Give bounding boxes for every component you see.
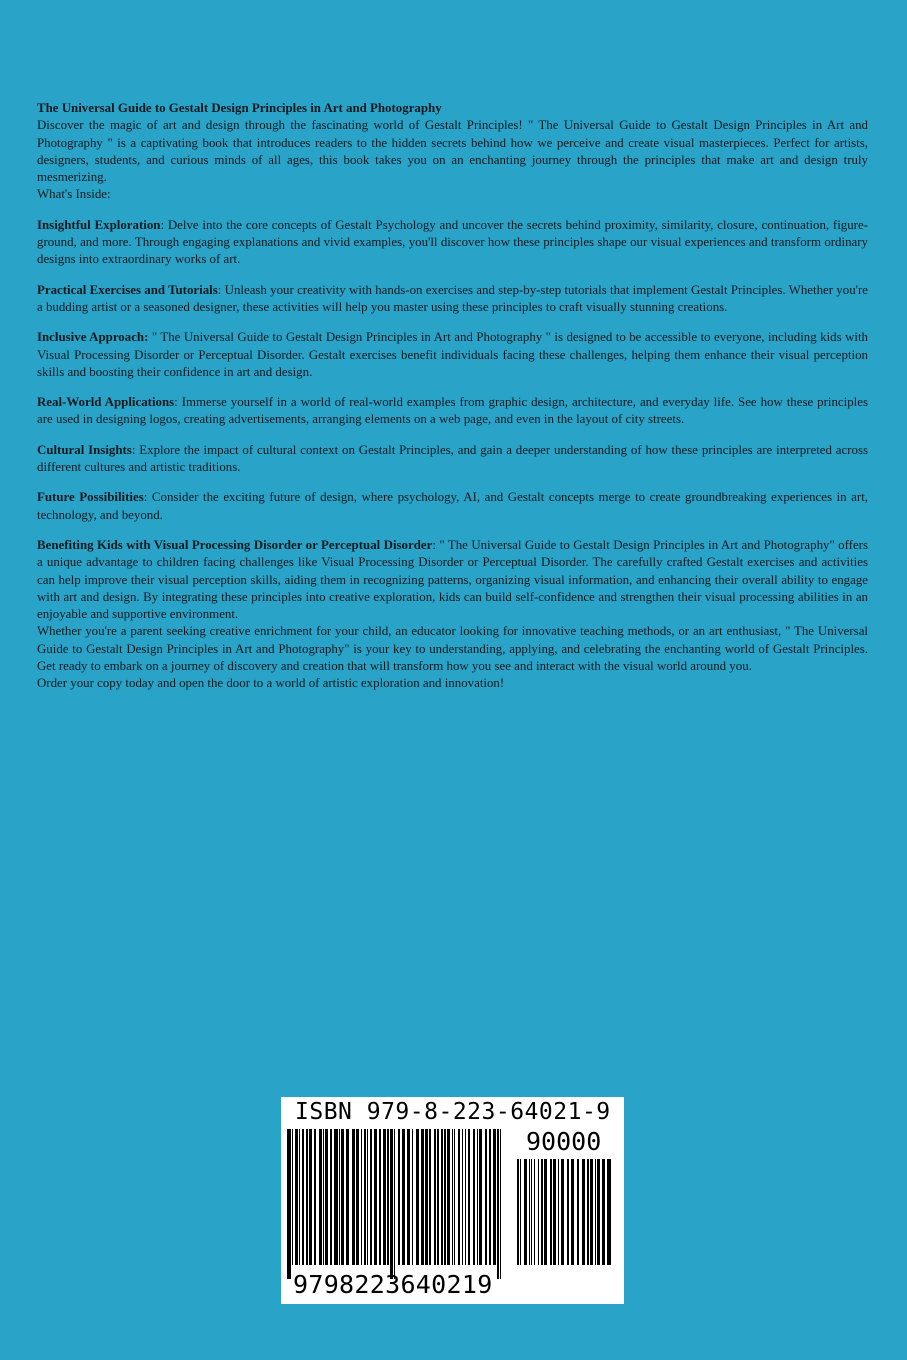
barcode-bar <box>412 1129 413 1265</box>
barcode-bar <box>567 1159 569 1265</box>
barcode-bar <box>421 1129 424 1265</box>
barcode-bar <box>571 1159 574 1265</box>
barcode-bar <box>561 1159 564 1265</box>
barcode-bar <box>364 1129 366 1265</box>
barcode-bar <box>437 1129 439 1265</box>
barcode-bar <box>468 1129 470 1265</box>
barcode-bar <box>500 1129 501 1279</box>
back-cover-text <box>37 100 868 693</box>
barcode-bar <box>299 1129 300 1265</box>
barcode-bar <box>489 1129 491 1265</box>
barcode-bar <box>379 1129 381 1265</box>
barcode-bar <box>334 1129 338 1265</box>
barcode-bar <box>319 1129 322 1265</box>
barcode-bar <box>387 1129 389 1265</box>
section-inclusive-approach: Inclusive Approach: " The Universal Guide to Gestalt Design Principles in Art and Photography " is designed to be accessible to everyone, including kids with Visual Processing Disorder or Perceptual Disorder. Gestalt exercises benefit individuals facing these challenges, helping them enhance their visual perception skills and boosting their confidence in art and design. <box>37 330 868 379</box>
barcode-bar <box>402 1129 405 1265</box>
barcode-bar <box>394 1129 395 1279</box>
barcode-bar <box>531 1159 532 1265</box>
barcode-bar <box>544 1159 547 1265</box>
barcode-bar <box>607 1159 611 1265</box>
barcode-bar <box>590 1159 593 1265</box>
section-insightful-exploration: Insightful Exploration: Delve into the core concepts of Gestalt Psychology and uncover the secrets behind proximity, similarity, closure, continuation, figure-ground, and more. Through engaging explanations and vivid examples, you'll discover how these principles shape our visual experiences and transform ordinary designs into extraordinary works of art. <box>37 217 868 267</box>
barcode-bar <box>314 1129 316 1265</box>
section-benefiting-kids: Benefiting Kids with Visual Processing Disorder or Perceptual Disorder: " The Universal Guide to Gestalt Design Principles in Art and Photography" offers a unique advantage to children facing challenges like Visual Processing Disorder or Perceptual Disorder. The carefully crafted Gestalt exercises and activities can help improve their visual perception skills, aiding them in recognizing patterns, organizing visual information, and enhancing their overall ability to engage with art and design. By integrating these principles into creative exploration, kids can build self-confidence and strengthen their visual processing abilities in an enjoyable and supportive environment. <box>37 537 868 622</box>
barcode-bar <box>306 1129 308 1265</box>
barcode-bar <box>479 1129 482 1265</box>
barcode-bar <box>597 1159 600 1265</box>
barcode-bar <box>346 1129 349 1265</box>
barcode-bar <box>323 1129 324 1265</box>
barcode-bar <box>383 1129 386 1265</box>
barcode-bar <box>465 1129 466 1265</box>
barcode-bar <box>330 1129 332 1265</box>
barcode-bar <box>558 1159 559 1265</box>
ean-barcode-bars <box>287 1129 507 1279</box>
section-practical-exercises: Practical Exercises and Tutorials: Unleash your creativity with hands-on exercises and step-by-step tutorials that implement Gestalt Principles. Whether you're a budding artist or a seasoned designer, these activities will help you master using these principles to craft visually stunning creations. <box>37 282 868 314</box>
book-title: The Universal Guide to Gestalt Design Principles in Art and Photography <box>37 101 442 115</box>
barcode-bar <box>529 1159 530 1265</box>
addon-barcode-bars <box>517 1159 615 1279</box>
barcode-bar <box>441 1129 443 1265</box>
barcode-bar <box>553 1159 556 1265</box>
price-addon: 90000 <box>526 1127 602 1156</box>
barcode-bar <box>341 1129 344 1265</box>
section-real-world-applications: Real-World Applications: Immerse yourself in a world of real-world examples from graphic design, architecture, and everyday life. See how these principles are used in designing logos, creating advertisements, arranging elements on a web page, and even in the layout of city streets. <box>37 395 868 427</box>
section-cultural-insights: Cultural Insights: Explore the impact of cultural context on Gestalt Principles, and gain a deeper understanding of how these principles are interpreted across different cultures and artistic traditions. <box>37 442 868 475</box>
barcode-bar <box>374 1129 377 1265</box>
isbn-number: ISBN 979-8-223-64021-9 <box>295 1099 611 1125</box>
barcode-bar <box>538 1159 539 1265</box>
barcode-bar <box>602 1159 605 1265</box>
barcode-bar <box>577 1159 579 1265</box>
barcode-bar <box>339 1129 340 1265</box>
closing-paragraph: Whether you're a parent seeking creative enrichment for your child, an educator looking for innovative teaching methods, or an art enthusiast, " The Universal Guide to Gestalt Design Principles in Art and Photography" is your key to understanding, applying, and celebrating the enchanting world of Gestalt Principles. Get ready to embark on a journey of discovery and creation that will transform how you see and interact with the visual world around you. <box>37 624 868 674</box>
barcode-bar <box>582 1159 585 1265</box>
barcode-bar <box>390 1129 393 1279</box>
barcode-bar <box>473 1129 475 1265</box>
barcode-bar <box>458 1129 460 1265</box>
barcode-bar <box>302 1129 304 1265</box>
barcode-bar <box>370 1129 372 1265</box>
barcode-bar <box>416 1129 419 1265</box>
barcode-bar <box>352 1129 355 1265</box>
barcode-digits: 9798223640219 <box>293 1270 493 1299</box>
call-to-action: Order your copy today and open the door to a world of artistic exploration and innovation! <box>37 676 505 691</box>
barcode-bar <box>407 1129 410 1265</box>
isbn-barcode <box>281 1097 624 1304</box>
barcode-bar <box>292 1129 293 1265</box>
barcode-bar <box>534 1159 535 1265</box>
barcode-bar <box>454 1129 455 1265</box>
barcode-bar <box>434 1129 436 1265</box>
barcode-bar <box>295 1129 298 1265</box>
section-future-possibilities: Future Possibilities: Consider the exciting future of design, where psychology, AI, and Gestalt concepts merge to create groundbreaking experiences in art, technology, and beyond. <box>37 490 868 522</box>
barcode-bar <box>595 1159 596 1265</box>
barcode-bar <box>497 1129 499 1279</box>
barcode-bar <box>361 1129 362 1265</box>
barcode-bar <box>462 1129 463 1265</box>
whats-inside-label: What's Inside: <box>37 187 111 202</box>
barcode-bar <box>287 1129 291 1279</box>
barcode-bar <box>356 1129 359 1265</box>
barcode-bar <box>444 1129 446 1265</box>
barcode-bar <box>520 1159 521 1265</box>
barcode-bar <box>485 1129 487 1265</box>
barcode-bar <box>398 1129 400 1265</box>
barcode-bar <box>493 1129 496 1265</box>
barcode-bar <box>517 1159 519 1265</box>
barcode-bar <box>541 1159 543 1265</box>
intro-paragraph: Discover the magic of art and design through the fascinating world of Gestalt Principles! " The Universal Guide to Gestalt Design Principles in Art and Photography " is a captivating book that introduces readers to the hidden secrets behind how we perceive and create visual masterpieces. Perfect for artists, designers, students, and curious minds of all ages, this book takes you on an enchanting journey through the principles that make art and design truly mesmerizing. <box>37 118 868 185</box>
barcode-bar <box>447 1129 450 1265</box>
barcode-bar <box>452 1129 453 1265</box>
barcode-bar <box>524 1159 527 1265</box>
barcode-bar <box>587 1159 589 1265</box>
barcode-bar <box>309 1129 312 1265</box>
barcode-bar <box>325 1129 328 1265</box>
barcode-bar <box>429 1129 431 1265</box>
barcode-bar <box>425 1129 428 1265</box>
barcode-bar <box>367 1129 368 1265</box>
barcode-bar <box>550 1159 552 1265</box>
barcode-bar <box>477 1129 478 1265</box>
